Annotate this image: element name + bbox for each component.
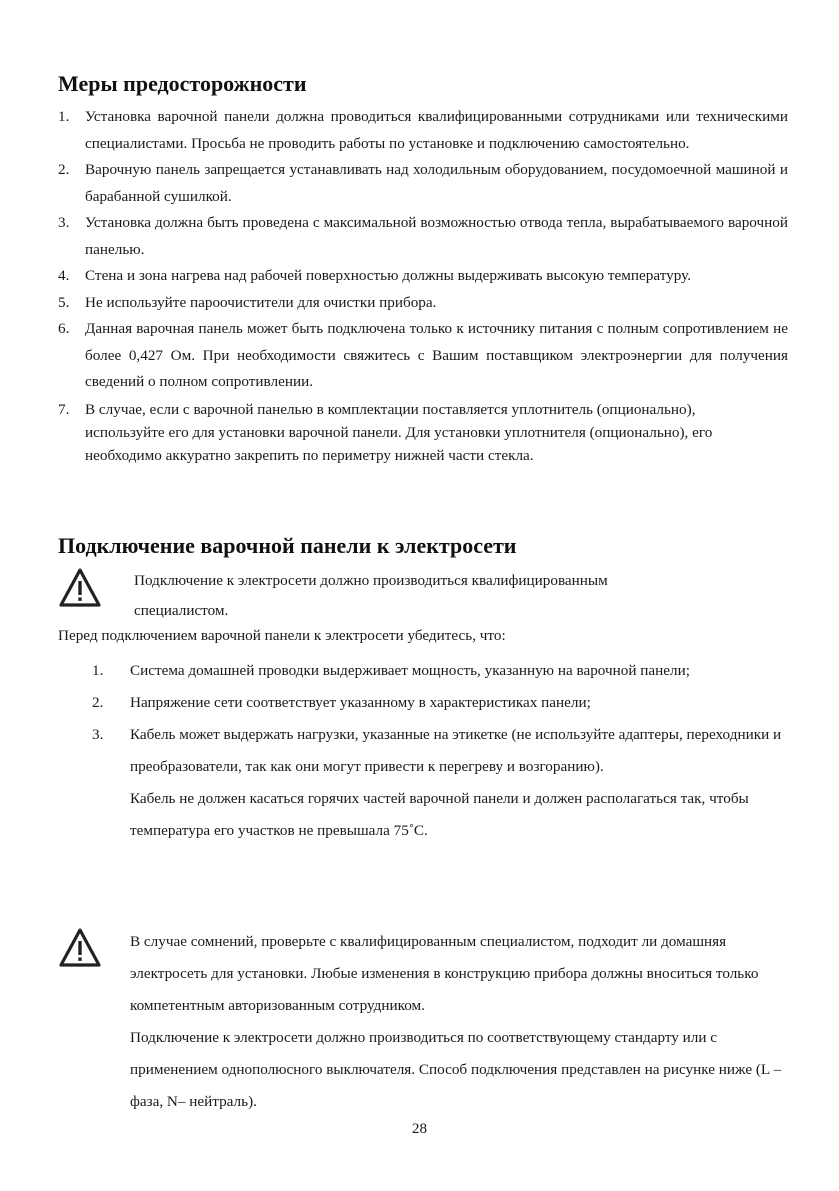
warning-block-1: [58, 566, 798, 626]
intro-text: Перед подключением варочной панели к электросети убедитесь, что:: [58, 627, 506, 644]
precautions-list: [58, 104, 788, 467]
list-item: 7. В случае, если с варочной панелью в комплектации поставляется уплотнитель (опционально), используйте его для установки варочной панели. Для установки уплотнителя (опционально), его необходимо аккуратно закрепить по периметру нижней части стекла.: [58, 400, 713, 464]
warning-text: Подключение к электросети должно производиться квалифицированным специалистом.: [134, 572, 608, 619]
list-item: 5. Не используйте пароочистители для очистки прибора.: [58, 293, 437, 311]
list-item: 4. Стена и зона нагрева над рабочей поверхностью должны выдерживать высокую температуру.: [58, 267, 692, 284]
connection-heading: Подключение варочной панели к электросети: [58, 533, 517, 558]
warning-block-2: [58, 926, 798, 1118]
list-item: 1. Система домашней проводки выдерживает мощность, указанную на варочной панели;: [92, 662, 690, 679]
list-item: 6. Данная варочная панель может быть подключена только к источнику питания с полным сопротивлением не более 0,427 Ом. При необходимости свяжитесь с Вашим поставщиком электроэнергии для получения сведений о полном сопротивлении.: [58, 320, 788, 390]
requirements-list: [92, 655, 792, 847]
list-item: 1. Установка варочной панели должна проводиться квалифицированными сотрудниками или техническими специалистами. Просьба не проводить работы по установке и подключению самостоятельно.: [58, 108, 788, 152]
warning-text: В случае сомнений, проверьте с квалифицированным специалистом, подходит ли домашняя электросеть для установки. Любые изменения в конструкцию прибора должны вноситься только компетентным авторизованным сотрудником.: [130, 933, 759, 1014]
list-item: 3. Кабель может выдержать нагрузки, указанные на этикетке (не используйте адаптеры, переходники и преобразователи, так как они могут привести к перегреву и возгоранию).: [92, 726, 782, 775]
warning-icon: [58, 566, 102, 610]
cable-note: Кабель не должен касаться горячих частей варочной панели и должен располагаться так, чтобы температура его участков не превышала 75˚С.: [130, 790, 749, 839]
warning-icon: [58, 926, 102, 970]
list-item: 3. Установка должна быть проведена с максимальной возможностью отвода тепла, вырабатываемого варочной панелью.: [58, 214, 788, 258]
connection-standard-text: Подключение к электросети должно производиться по соответствующему стандарту или с применением однополюсного выключателя. Способ подключения представлен на рисунке ниже (L – фаза, N– нейтраль).: [130, 1029, 782, 1110]
precautions-heading: Меры предосторожности: [58, 71, 307, 96]
list-item: 2. Варочную панель запрещается устанавливать над холодильным оборудованием, посудомоечной машиной и барабанной сушилкой.: [58, 161, 788, 205]
list-item: 2. Напряжение сети соответствует указанному в характеристиках панели;: [92, 694, 591, 711]
page-number: 28: [411, 1120, 428, 1137]
